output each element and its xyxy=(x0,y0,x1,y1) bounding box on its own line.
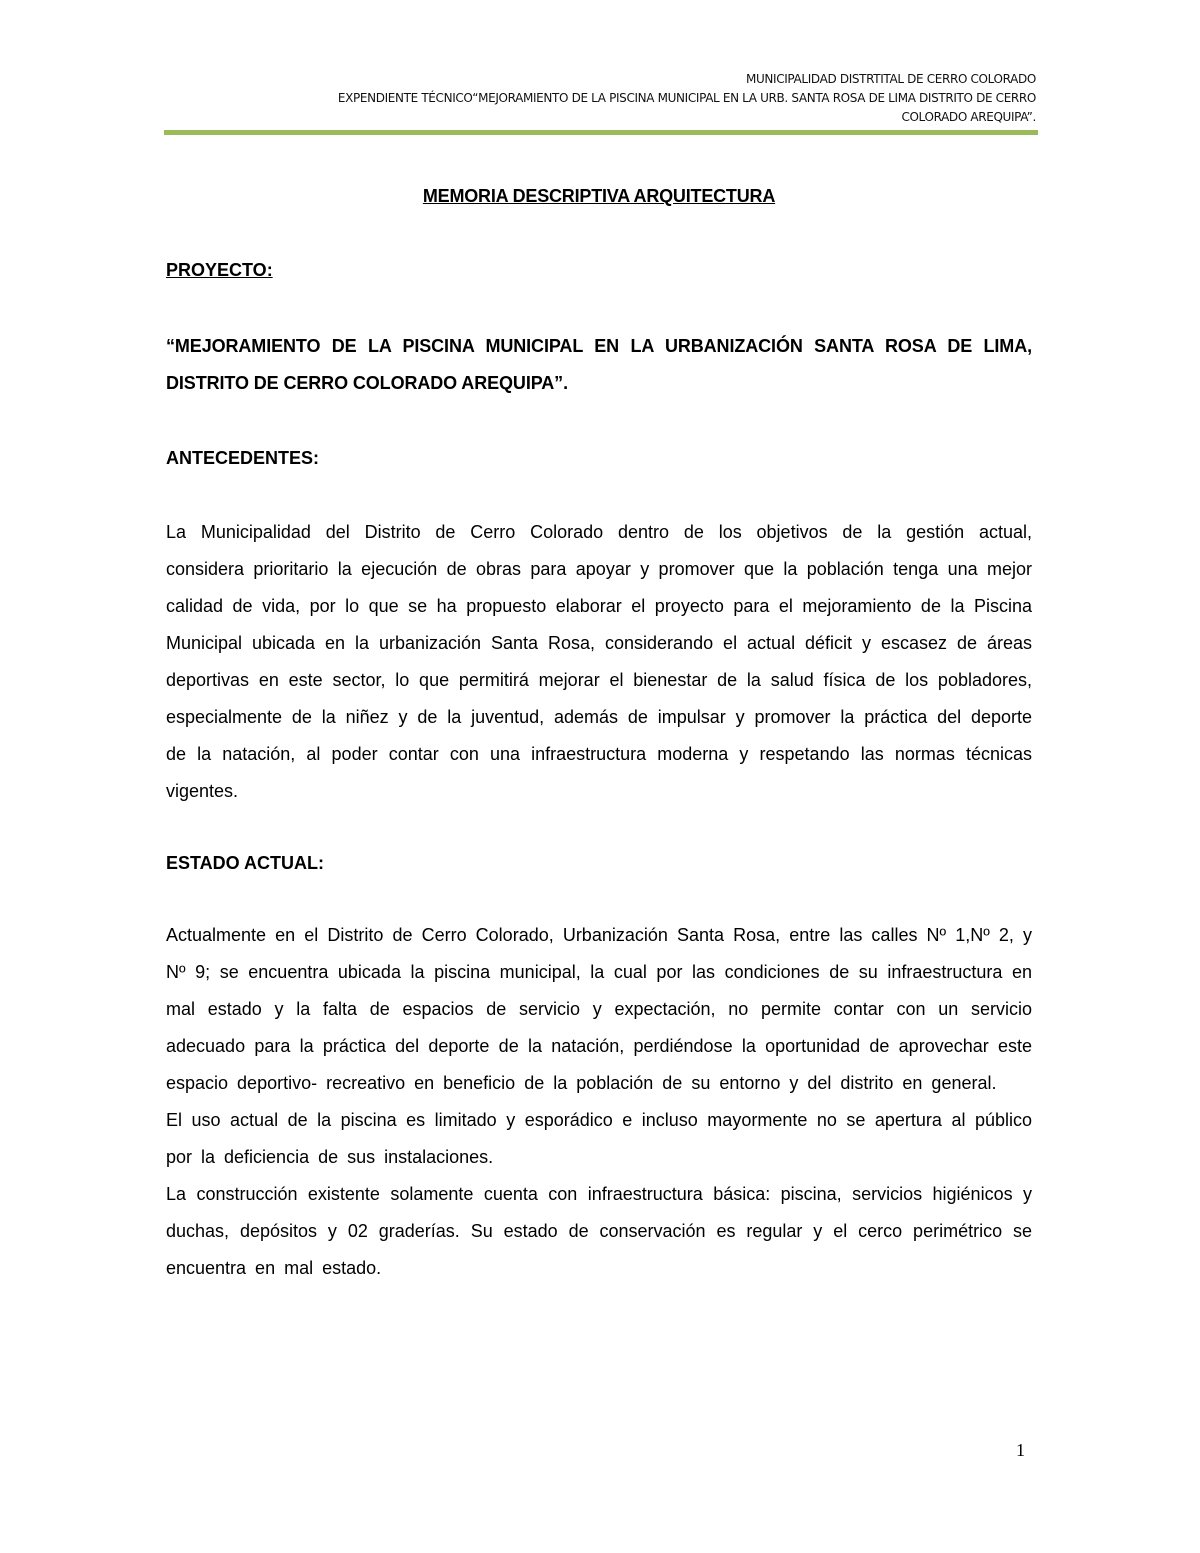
estado-actual-paragraph-1: Actualmente en el Distrito de Cerro Colorado, Urbanización Santa Rosa, entre las calles Nº 1,Nº 2, y Nº 9; se encuentra ubicada la piscina municipal, la cual por las condiciones de su infraestructura en mal estado y la falta de espacios de servicio y expectación, no permite contar con un servicio adecuado para la práctica del deporte de la natación, perdiéndose la oportunidad de aprovechar este espacio deportivo- recreativo en beneficio de la población de su entorno y del distrito en general. xyxy=(166,925,1032,1093)
project-name: “MEJORAMIENTO DE LA PISCINA MUNICIPAL EN LA URBANIZACIÓN SANTA ROSA DE LIMA, DISTRITO DE CERRO COLORADO AREQUIPA”. xyxy=(166,336,1032,393)
estado-actual-paragraph-3: La construcción existente solamente cuenta con infraestructura básica: piscina, servicios higiénicos y duchas, depósitos y 02 graderías. Su estado de conservación es regular y el cerco perimétrico se encuentra en mal estado. xyxy=(166,1184,1032,1278)
project-heading: PROYECTO: xyxy=(166,260,273,280)
header-line-1: MUNICIPALIDAD DISTRTITAL DE CERRO COLORADO xyxy=(745,72,1036,86)
header-line-3: COLORADO AREQUIPA”. xyxy=(901,110,1036,124)
header-rule xyxy=(164,130,1038,135)
page-header xyxy=(165,70,1036,127)
antecedentes-heading: ANTECEDENTES: xyxy=(166,448,320,468)
header-line-2: EXPENDIENTE TÉCNICO“MEJORAMIENTO DE LA PISCINA MUNICIPAL EN LA URB. SANTA ROSA DE LIMA DISTRITO DE CERRO xyxy=(337,91,1036,105)
estado-actual-heading: ESTADO ACTUAL: xyxy=(166,853,324,873)
document-title: MEMORIA DESCRIPTIVA ARQUITECTURA xyxy=(422,186,776,206)
antecedentes-paragraph: La Municipalidad del Distrito de Cerro Colorado dentro de los objetivos de la gestión actual, considera prioritario la ejecución de obras para apoyar y promover que la población tenga una mejor calidad de vida, por lo que se ha propuesto elaborar el proyecto para el mejoramiento de la Piscina Municipal ubicada en la urbanización Santa Rosa, considerando el actual déficit y escasez de áreas deportivas en este sector, lo que permitirá mejorar el bienestar de la salud física de los pobladores, especialmente de la niñez y de la juventud, además de impulsar y promover la práctica del deporte de la natación, al poder contar con una infraestructura moderna y respetando las normas técnicas vigentes. xyxy=(166,522,1032,801)
estado-actual-paragraph-2: El uso actual de la piscina es limitado y esporádico e incluso mayormente no se apertura al público por la deficiencia de sus instalaciones. xyxy=(166,1110,1032,1167)
page-number: 1 xyxy=(1016,1440,1025,1460)
document-body xyxy=(166,180,1032,1287)
